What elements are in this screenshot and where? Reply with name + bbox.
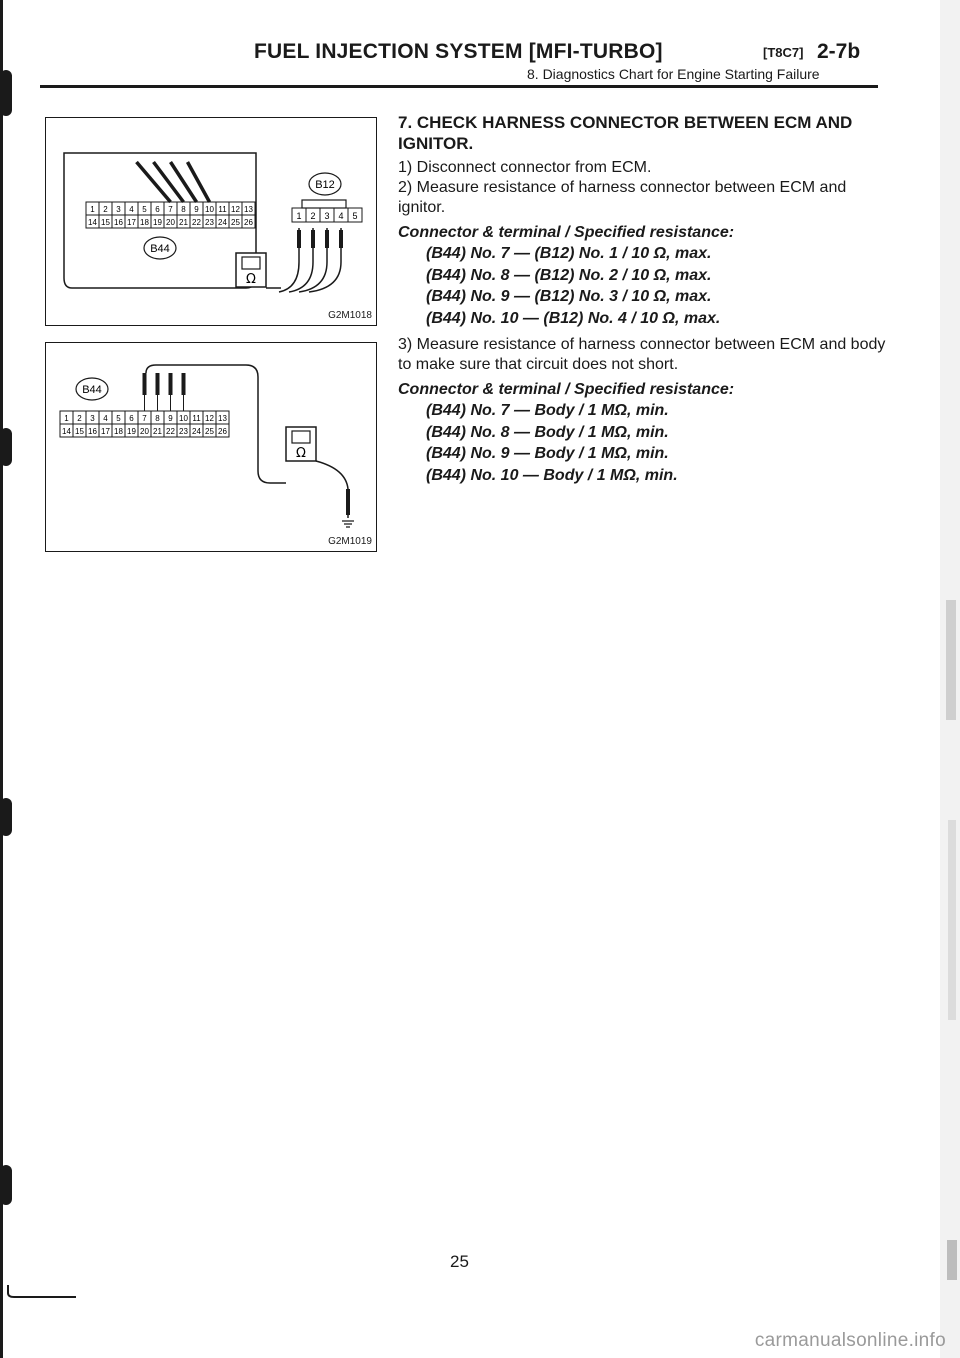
page-reference: 2-7b [817, 40, 861, 63]
connector-pin-number: 14 [62, 427, 71, 436]
probe-tip [156, 373, 160, 395]
connector-pin-number: 5 [142, 205, 147, 214]
connector-pin-number: 23 [179, 427, 188, 436]
probe-tip [325, 230, 329, 248]
connector-pin-number: 13 [244, 205, 253, 214]
probe-tip [169, 373, 173, 395]
connector-pin-number: 13 [218, 414, 227, 423]
connector-pin-number: 7 [142, 414, 147, 423]
probe-tip [311, 230, 315, 248]
connector-pin-number: 3 [324, 211, 330, 221]
spec-item: (B44) No. 8 — (B12) No. 2 / 10 Ω, max. [426, 266, 712, 284]
connector-pin-number: 24 [218, 218, 227, 227]
connector-pin-number: 19 [127, 427, 136, 436]
spec-item: (B44) No. 10 — Body / 1 MΩ, min. [426, 466, 678, 484]
watermark: carmanualsonline.info [754, 1330, 946, 1351]
instruction-3: 3) Measure resistance of harness connector between ECM and body to make sure that circuit does not short. [398, 336, 886, 373]
probe-tip [346, 489, 350, 515]
connector-pin-number: 20 [166, 218, 175, 227]
connector-pin-number: 1 [296, 211, 302, 221]
probe-lead [154, 162, 184, 202]
probe-tip [297, 230, 301, 248]
binding-edge-left [0, 0, 14, 1358]
ohmmeter-display [242, 257, 260, 269]
wiring-diagram-ecm-body [46, 343, 376, 551]
connector-pin-number: 17 [101, 427, 110, 436]
instruction-2: 2) Measure resistance of harness connector between ECM and ignitor. [398, 179, 847, 216]
connector-pin-number: 8 [155, 414, 160, 423]
spec-item: (B44) No. 9 — (B12) No. 3 / 10 Ω, max. [426, 288, 712, 305]
ohm-symbol: Ω [296, 446, 306, 461]
connector-badge-label: B44 [150, 243, 170, 255]
connector-pin-number: 12 [205, 414, 214, 423]
page-number: 25 [450, 1252, 469, 1271]
figure-code: G2M1018 [328, 310, 372, 321]
connector-pin-number: 5 [116, 414, 121, 423]
connector-pin-number: 10 [205, 205, 214, 214]
connector-pin-number: 21 [179, 218, 188, 227]
section-code: [T8C7] [763, 45, 804, 60]
connector-pin-number: 11 [192, 414, 201, 423]
instruction-1: 1) Disconnect connector from ECM. [398, 159, 652, 176]
page-header-title: FUEL INJECTION SYSTEM [MFI-TURBO] [254, 40, 663, 63]
figure-ecm-ignitor-diagram [45, 117, 377, 326]
figure-code: G2M1019 [328, 536, 372, 547]
connector-pin-number: 22 [166, 427, 175, 436]
spec-item: (B44) No. 7 — Body / 1 MΩ, min. [426, 402, 669, 419]
connector-pin-number: 18 [114, 427, 123, 436]
step-title: 7. CHECK HARNESS CONNECTOR BETWEEN ECM AND IGNITOR. [398, 113, 853, 153]
ohmmeter-display [292, 431, 310, 443]
connector-pin-number: 1 [64, 414, 69, 423]
wiring-diagram-ecm-ignitor [46, 118, 376, 325]
corner-mark [6, 1285, 76, 1299]
test-lead [279, 228, 299, 292]
probe-tip [182, 373, 186, 395]
connector-pin-number: 26 [218, 427, 227, 436]
connector-pin-number: 22 [192, 218, 201, 227]
connector-latch [302, 200, 346, 208]
connector-pin-number: 24 [192, 427, 201, 436]
spec-item: (B44) No. 7 — (B12) No. 1 / 10 Ω, max. [426, 245, 712, 262]
connector-pin-number: 16 [114, 218, 123, 227]
spec-item: (B44) No. 8 — Body / 1 MΩ, min. [426, 423, 669, 441]
connector-pin-number: 19 [153, 218, 162, 227]
connector-pin-number: 11 [218, 205, 227, 214]
connector-pin-number: 20 [140, 427, 149, 436]
connector-pin-number: 9 [168, 414, 173, 423]
connector-pin-number: 15 [101, 218, 110, 227]
ohm-symbol: Ω [246, 272, 256, 287]
connector-pin-number: 23 [205, 218, 214, 227]
spec-label: Connector & terminal / Specified resistance: [398, 224, 735, 241]
figure-ecm-body-diagram [45, 342, 377, 552]
spec-item: (B44) No. 10 — (B12) No. 4 / 10 Ω, max. [426, 309, 721, 327]
connector-pin-number: 10 [179, 414, 188, 423]
connector-pin-number: 25 [205, 427, 214, 436]
header-rule [40, 85, 878, 88]
connector-pin-number: 2 [103, 205, 108, 214]
connector-pin-number: 1 [90, 205, 95, 214]
spec-item: (B44) No. 9 — Body / 1 MΩ, min. [426, 445, 669, 462]
connector-badge-label: B12 [315, 179, 335, 191]
connector-pin-number: 5 [352, 211, 358, 221]
ground-symbol [342, 521, 354, 527]
connector-pin-number: 25 [231, 218, 240, 227]
scan-shadow-right [920, 0, 960, 1358]
connector-pin-number: 21 [153, 427, 162, 436]
connector-pin-number: 17 [127, 218, 136, 227]
connector-pin-number: 6 [155, 205, 160, 214]
probe-tip [143, 373, 147, 395]
connector-pin-number: 7 [168, 205, 173, 214]
step-content [398, 112, 888, 486]
connector-pin-number: 4 [129, 205, 134, 214]
connector-pin-number: 2 [310, 211, 316, 221]
connector-pin-number: 18 [140, 218, 149, 227]
connector-pin-number: 14 [88, 218, 97, 227]
connector-pin-number: 3 [116, 205, 121, 214]
connector-pin-number: 4 [103, 414, 108, 423]
connector-pin-number: 6 [129, 414, 134, 423]
connector-pin-number: 4 [338, 211, 344, 221]
probe-lead [137, 162, 171, 202]
probe-tip [339, 230, 343, 248]
connector-pin-number: 9 [194, 205, 199, 214]
page-header-subtitle: 8. Diagnostics Chart for Engine Starting Failure [527, 66, 820, 82]
connector-pin-number: 26 [244, 218, 253, 227]
connector-pin-number: 8 [181, 205, 186, 214]
spec-label: Connector & terminal / Specified resistance: [398, 381, 735, 398]
connector-pin-number: 3 [90, 414, 95, 423]
ground-lead [316, 461, 348, 518]
connector-pin-number: 2 [77, 414, 82, 423]
connector-pin-number: 12 [231, 205, 240, 214]
connector-badge-label: B44 [82, 384, 102, 396]
connector-pin-number: 16 [88, 427, 97, 436]
connector-pin-number: 15 [75, 427, 84, 436]
